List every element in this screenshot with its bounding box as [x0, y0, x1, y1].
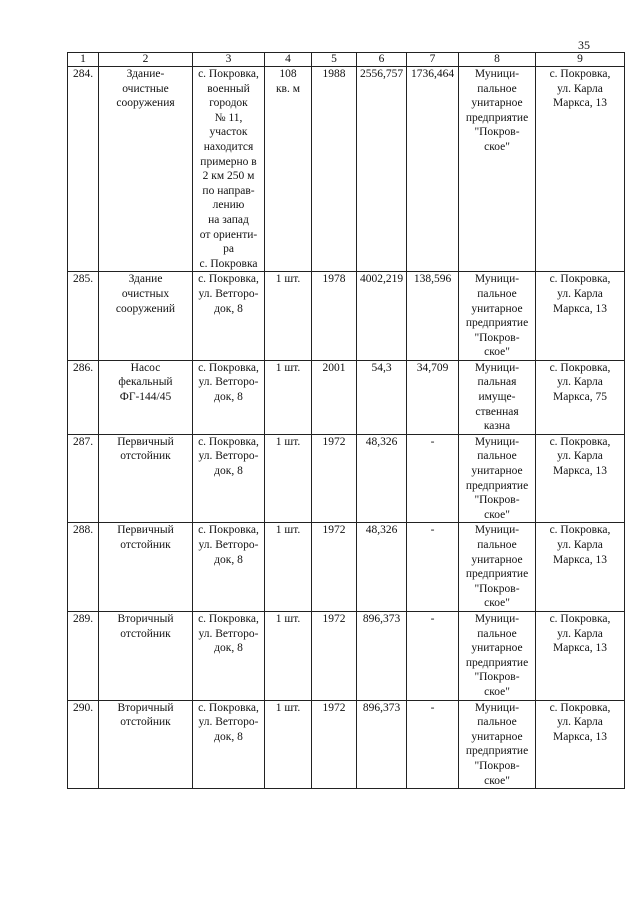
holder-line: ственная — [475, 405, 519, 418]
holder-line: "Покров- — [474, 759, 520, 772]
book-value-cell — [357, 67, 407, 272]
holder-address-line: с. Покровка, — [549, 273, 611, 286]
holder-line: ское" — [484, 774, 510, 787]
residual-value-cell — [407, 611, 459, 700]
holder-line: "Покров- — [474, 582, 520, 595]
object-name-line: очистных — [121, 287, 170, 300]
table-row — [68, 67, 625, 272]
holder-address-line: с. Покровка, — [549, 68, 611, 80]
holder-address-line: ул. Карла — [557, 287, 603, 300]
holder-line: ское" — [484, 685, 510, 698]
year-value: 1972 — [322, 701, 346, 714]
row-number-cell — [68, 611, 99, 700]
holder-address-line: Маркса, 13 — [553, 97, 607, 110]
holder-line: Муници- — [474, 68, 520, 80]
holder-address-cell — [536, 272, 625, 361]
residual-value-cell — [407, 700, 459, 789]
location-line: лению — [212, 199, 245, 212]
object-name-cell — [99, 434, 193, 523]
holder-line: Муници- — [474, 701, 520, 714]
table-row — [68, 700, 625, 789]
residual-value-cell — [407, 523, 459, 612]
holder-line: предприятие — [465, 317, 529, 330]
holder-line: Муници- — [474, 273, 520, 286]
quantity-line: 1 шт. — [275, 435, 301, 448]
holder-line: "Покров- — [474, 126, 520, 139]
book-value-cell — [357, 272, 407, 361]
holder-cell — [459, 272, 536, 361]
row-number: 287. — [72, 435, 94, 448]
object-name-line: Первичный — [117, 524, 174, 537]
holder-address-line: Маркса, 13 — [553, 465, 607, 478]
quantity-cell — [265, 434, 312, 523]
object-name-line: Вторичный — [117, 612, 174, 625]
row-number: 284. — [72, 68, 94, 80]
quantity-line: 1 шт. — [275, 524, 301, 537]
object-name-line: Первичный — [117, 435, 174, 448]
book-value: 896,373 — [362, 612, 401, 625]
book-value-cell — [357, 611, 407, 700]
location-cell — [193, 523, 265, 612]
holder-line: "Покров- — [474, 331, 520, 344]
object-name-line: отстойник — [120, 539, 171, 551]
column-header-7: 7 — [407, 53, 459, 67]
book-value: 896,373 — [362, 701, 401, 714]
holder-line: имуще- — [478, 391, 516, 404]
holder-address-line: Маркса, 13 — [553, 302, 607, 315]
book-value-cell — [357, 523, 407, 612]
holder-address-line: Маркса, 13 — [553, 730, 607, 743]
table-row — [68, 272, 625, 361]
quantity-line: 1 шт. — [275, 273, 301, 286]
column-header-2: 2 — [99, 53, 193, 67]
holder-line: пальное — [477, 82, 517, 95]
location-line: находится — [203, 140, 254, 153]
residual-value: - — [430, 701, 435, 714]
location-cell — [193, 611, 265, 700]
location-line: № 11, — [214, 111, 243, 124]
holder-address-cell — [536, 360, 625, 434]
residual-value: - — [430, 524, 435, 537]
location-line: от ориенти- — [199, 228, 258, 241]
holder-line: Муници- — [474, 612, 520, 625]
column-header-1: 1 — [68, 53, 99, 67]
object-name-line: отстойник — [120, 716, 171, 729]
row-number-cell — [68, 700, 99, 789]
location-line: док, 8 — [214, 553, 243, 566]
holder-line: унитарное — [471, 642, 523, 655]
location-line: с. Покровка, — [198, 701, 259, 714]
row-number: 286. — [72, 361, 94, 374]
object-name-line: Здание — [128, 273, 163, 286]
holder-cell — [459, 434, 536, 523]
quantity-cell — [265, 67, 312, 272]
holder-cell — [459, 611, 536, 700]
location-line: док, 8 — [214, 302, 243, 315]
year-cell — [312, 434, 357, 523]
holder-line: казна — [483, 420, 511, 433]
location-line: участок — [209, 126, 248, 139]
row-number-cell — [68, 360, 99, 434]
holder-address-line: ул. Карла — [557, 376, 603, 389]
quantity-line: 1 шт. — [275, 361, 301, 374]
holder-address-line: ул. Карла — [557, 82, 603, 95]
holder-line: Муници- — [474, 435, 520, 448]
residual-value: 1736,464 — [410, 68, 455, 80]
object-name-cell — [99, 700, 193, 789]
holder-cell — [459, 67, 536, 272]
holder-address-line: с. Покровка, — [549, 361, 611, 374]
holder-address-line: Маркса, 13 — [553, 642, 607, 655]
location-line: по направ- — [202, 184, 255, 197]
location-line: с. Покровка, — [198, 68, 259, 80]
year-value: 1978 — [322, 273, 346, 286]
holder-address-cell — [536, 67, 625, 272]
row-number-cell — [68, 523, 99, 612]
year-value: 1988 — [322, 68, 346, 80]
holder-line: пальное — [477, 539, 517, 551]
year-cell — [312, 272, 357, 361]
object-name-line: отстойник — [120, 450, 171, 463]
holder-address-line: с. Покровка, — [549, 701, 611, 714]
holder-line: пальное — [477, 627, 517, 640]
object-name-cell — [99, 611, 193, 700]
row-number-cell — [68, 272, 99, 361]
location-cell — [193, 67, 265, 272]
holder-address-line: с. Покровка, — [549, 435, 611, 448]
object-name-line: отстойник — [120, 627, 171, 640]
quantity-line: 108 — [279, 68, 297, 80]
object-name-cell — [99, 523, 193, 612]
object-name-line: сооружения — [116, 97, 175, 110]
holder-line: пальная — [477, 376, 517, 389]
location-line: ул. Ветгоро- — [198, 376, 259, 389]
column-header-4: 4 — [265, 53, 312, 67]
holder-address-line: с. Покровка, — [549, 612, 611, 625]
holder-address-line: ул. Карла — [557, 450, 603, 463]
location-line: городок — [209, 97, 248, 110]
location-line: с. Покровка, — [198, 361, 259, 374]
column-number-row — [68, 53, 625, 67]
property-registry-table — [67, 52, 625, 789]
location-line: на запад — [208, 213, 249, 226]
holder-address-line: ул. Карла — [557, 716, 603, 729]
table-row — [68, 434, 625, 523]
book-value: 54,3 — [371, 361, 392, 374]
object-name-line: Насос — [130, 361, 161, 374]
holder-line: Муници- — [474, 524, 520, 537]
book-value: 2556,757 — [359, 68, 404, 80]
holder-cell — [459, 360, 536, 434]
quantity-cell — [265, 700, 312, 789]
year-value: 2001 — [322, 361, 346, 374]
row-number-cell — [68, 67, 99, 272]
column-header-8: 8 — [459, 53, 536, 67]
holder-line: предприятие — [465, 111, 529, 124]
year-value: 1972 — [322, 612, 346, 625]
year-cell — [312, 523, 357, 612]
location-line: с. Покровка, — [198, 435, 259, 448]
location-line: ул. Ветгоро- — [198, 287, 259, 300]
quantity-cell — [265, 523, 312, 612]
holder-line: унитарное — [471, 465, 523, 478]
location-cell — [193, 360, 265, 434]
holder-line: "Покров- — [474, 494, 520, 507]
quantity-line: кв. м — [275, 82, 301, 95]
location-line: ул. Ветгоро- — [198, 627, 259, 640]
residual-value: 34,709 — [416, 361, 449, 374]
year-cell — [312, 67, 357, 272]
holder-line: ское" — [484, 140, 510, 153]
holder-line: предприятие — [465, 745, 529, 758]
location-cell — [193, 700, 265, 789]
location-line: 2 км 250 м — [202, 170, 255, 183]
table-row — [68, 523, 625, 612]
location-line: с. Покровка, — [198, 273, 259, 286]
residual-value-cell — [407, 272, 459, 361]
table-body — [68, 53, 625, 789]
holder-address-line: Маркса, 13 — [553, 553, 607, 566]
location-line: военный — [207, 82, 250, 95]
holder-address-line: ул. Карла — [557, 627, 603, 640]
row-number: 290. — [72, 701, 94, 714]
location-line: с. Покровка — [199, 257, 258, 270]
quantity-line: 1 шт. — [275, 612, 301, 625]
holder-address-cell — [536, 700, 625, 789]
residual-value: 138,596 — [413, 273, 452, 286]
holder-line: пальное — [477, 716, 517, 729]
column-header-5: 5 — [312, 53, 357, 67]
object-name-line: фекальный — [118, 376, 173, 389]
object-name-line: ФГ-144/45 — [119, 391, 172, 404]
location-line: док, 8 — [214, 642, 243, 655]
holder-address-line: Маркса, 75 — [553, 391, 607, 404]
holder-line: "Покров- — [474, 671, 520, 684]
holder-line: унитарное — [471, 302, 523, 315]
book-value-cell — [357, 700, 407, 789]
location-line: ра — [223, 243, 234, 256]
holder-address-cell — [536, 434, 625, 523]
book-value-cell — [357, 360, 407, 434]
table-row — [68, 611, 625, 700]
table-row — [68, 360, 625, 434]
residual-value-cell — [407, 434, 459, 523]
book-value: 48,326 — [365, 524, 398, 537]
holder-line: ское" — [484, 597, 510, 610]
holder-line: ское" — [484, 346, 510, 359]
holder-line: предприятие — [465, 568, 529, 581]
object-name-cell — [99, 67, 193, 272]
quantity-cell — [265, 360, 312, 434]
location-cell — [193, 272, 265, 361]
location-line: с. Покровка, — [198, 524, 259, 537]
row-number: 285. — [72, 273, 94, 286]
object-name-line: Вторичный — [117, 701, 174, 714]
location-line: с. Покровка, — [198, 612, 259, 625]
object-name-cell — [99, 272, 193, 361]
holder-line: Муници- — [474, 361, 520, 374]
holder-address-cell — [536, 523, 625, 612]
location-line: док, 8 — [214, 391, 243, 404]
year-cell — [312, 611, 357, 700]
year-value: 1972 — [322, 435, 346, 448]
quantity-cell — [265, 272, 312, 361]
holder-line: предприятие — [465, 479, 529, 492]
book-value: 4002,219 — [359, 273, 404, 286]
location-line: док, 8 — [214, 730, 243, 743]
year-value: 1972 — [322, 524, 346, 537]
object-name-line: сооружений — [115, 302, 176, 315]
column-header-3: 3 — [193, 53, 265, 67]
holder-line: унитарное — [471, 730, 523, 743]
holder-address-cell — [536, 611, 625, 700]
holder-address-line: с. Покровка, — [549, 524, 611, 537]
object-name-cell — [99, 360, 193, 434]
holder-line: пальное — [477, 450, 517, 463]
holder-line: унитарное — [471, 553, 523, 566]
residual-value: - — [430, 612, 435, 625]
object-name-line: очистные — [122, 82, 169, 95]
quantity-line: 1 шт. — [275, 701, 301, 714]
holder-line: предприятие — [465, 656, 529, 669]
row-number: 289. — [72, 612, 94, 625]
holder-line: унитарное — [471, 97, 523, 110]
column-header-9: 9 — [536, 53, 625, 67]
location-line: ул. Ветгоро- — [198, 716, 259, 729]
book-value-cell — [357, 434, 407, 523]
location-cell — [193, 434, 265, 523]
quantity-cell — [265, 611, 312, 700]
residual-value-cell — [407, 360, 459, 434]
holder-cell — [459, 523, 536, 612]
row-number: 288. — [72, 524, 94, 537]
page-number: 35 — [578, 38, 590, 52]
holder-line: пальное — [477, 287, 517, 300]
holder-address-line: ул. Карла — [557, 539, 603, 551]
column-header-6: 6 — [357, 53, 407, 67]
residual-value-cell — [407, 67, 459, 272]
location-line: док, 8 — [214, 465, 243, 478]
location-line: примерно в — [200, 155, 257, 168]
residual-value: - — [430, 435, 435, 448]
holder-line: ское" — [484, 508, 510, 521]
holder-cell — [459, 700, 536, 789]
row-number-cell — [68, 434, 99, 523]
location-line: ул. Ветгоро- — [198, 450, 259, 463]
book-value: 48,326 — [365, 435, 398, 448]
location-line: ул. Ветгоро- — [198, 539, 259, 551]
year-cell — [312, 360, 357, 434]
year-cell — [312, 700, 357, 789]
object-name-line: Здание- — [126, 68, 165, 80]
